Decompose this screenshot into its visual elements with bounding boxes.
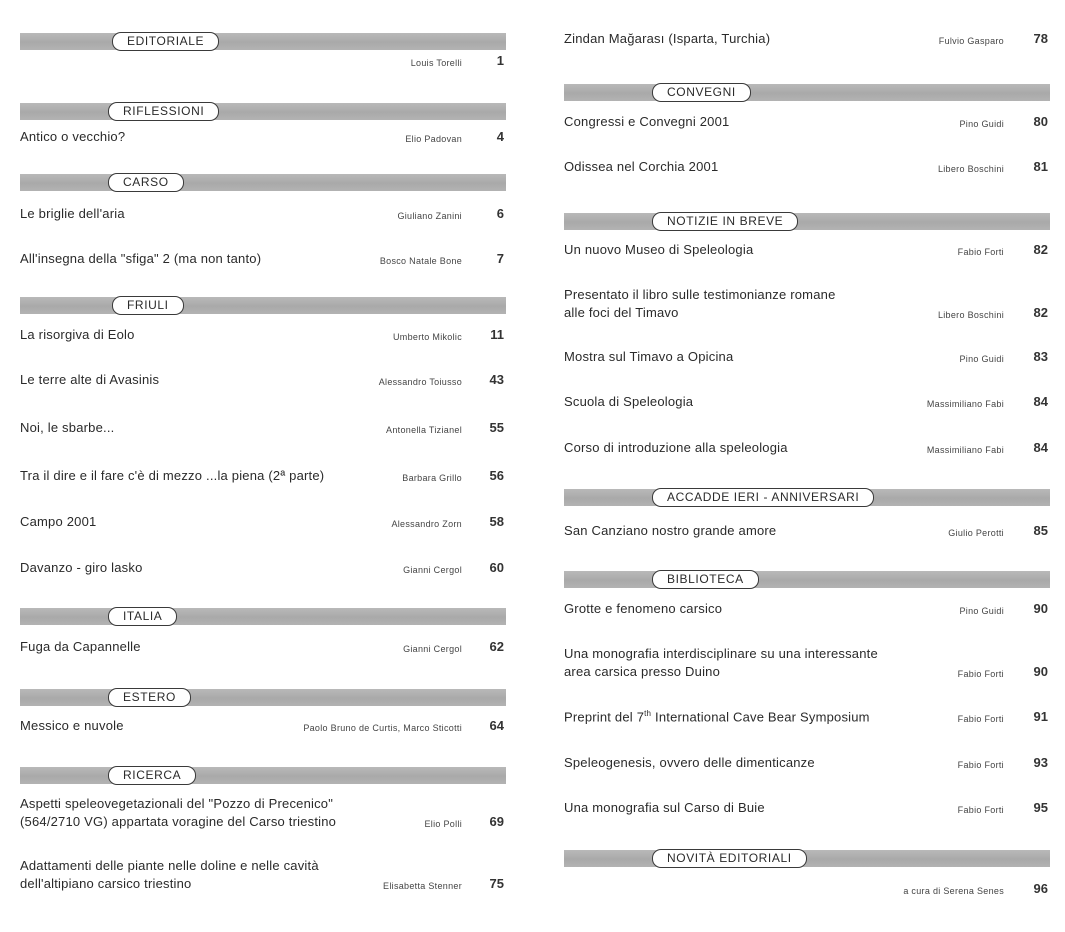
entry-author: Giuliano Zanini — [397, 211, 462, 221]
entry-title: Antico o vecchio? — [20, 129, 126, 144]
section-heading: NOVITÀ EDITORIALI — [652, 849, 807, 868]
entry-title: Le briglie dell'aria — [20, 206, 125, 221]
entry-author: Pino Guidi — [959, 354, 1004, 364]
entry-title: Aspetti speleovegetazionali del "Pozzo di Precenico" (564/2710 VG) appartata voragine del Carso triestino — [20, 796, 337, 829]
toc-entry — [20, 34, 506, 70]
entry-title: Congressi e Convegni 2001 — [564, 114, 730, 129]
toc-entry — [20, 541, 506, 577]
entry-page-number: 62 — [489, 639, 504, 654]
entry-author: Antonella Tizianel — [386, 425, 462, 435]
entry-title: Noi, le sbarbe... — [20, 420, 115, 435]
entry-title: Speleogenesis, ovvero delle dimenticanze — [564, 755, 815, 770]
entry-title: Zindan Mağarası (Isparta, Turchia) — [564, 31, 771, 46]
entry-title: Scuola di Speleologia — [564, 394, 694, 409]
entry-author: Fulvio Gasparo — [938, 36, 1004, 46]
section-heading: ITALIA — [108, 607, 177, 626]
toc-entry — [564, 12, 1050, 48]
entry-title: Le terre alte di Avasinis — [20, 372, 160, 387]
toc-entry — [20, 449, 506, 485]
toc-entry — [20, 857, 506, 893]
entry-title: La risorgiva di Eolo — [20, 327, 135, 342]
entry-page-number: 85 — [1033, 523, 1048, 538]
entry-author: Pino Guidi — [959, 119, 1004, 129]
entry-page-number: 84 — [1033, 440, 1048, 455]
entry-title: Un nuovo Museo di Speleologia — [564, 242, 754, 257]
entry-page-number: 83 — [1033, 349, 1048, 364]
toc-entry — [20, 495, 506, 531]
entry-page-number: 78 — [1033, 31, 1048, 46]
section-heading: NOTIZIE IN BREVE — [652, 212, 798, 231]
entry-author: Fabio Forti — [957, 669, 1004, 679]
entry-title: Odissea nel Corchia 2001 — [564, 159, 719, 174]
toc-entry — [564, 375, 1050, 411]
entry-title: Campo 2001 — [20, 514, 97, 529]
entry-author: Elio Padovan — [405, 134, 462, 144]
toc-entry — [20, 110, 506, 146]
toc-entry — [564, 95, 1050, 131]
entry-title: Una monografia sul Carso di Buie — [564, 800, 765, 815]
entry-page-number: 1 — [496, 53, 504, 68]
entry-author: Libero Boschini — [937, 164, 1004, 174]
section-heading: RICERCA — [108, 766, 196, 785]
entry-page-number: 82 — [1033, 305, 1048, 320]
section-heading: CARSO — [108, 173, 184, 192]
entry-title: Davanzo - giro lasko — [20, 560, 143, 575]
entry-author: Elio Polli — [424, 819, 462, 829]
entry-title: Fuga da Capannelle — [20, 639, 141, 654]
toc-entry — [564, 690, 1050, 726]
entry-title: Mostra sul Timavo a Opicina — [564, 349, 734, 364]
entry-page-number: 90 — [1033, 664, 1048, 679]
entry-title: All'insegna della "sfiga" 2 (ma non tanto) — [20, 251, 262, 266]
entry-title: Tra il dire e il fare c'è di mezzo ...la piena (2ª parte) — [20, 468, 325, 483]
entry-author: Alessandro Zorn — [391, 519, 462, 529]
entry-title: Grotte e fenomeno carsico — [564, 601, 723, 616]
toc-entry — [564, 286, 1050, 322]
entry-title: Preprint del 7th International Cave Bear Symposium — [564, 708, 870, 724]
entry-page-number: 95 — [1033, 800, 1048, 815]
entry-page-number: 81 — [1033, 159, 1048, 174]
section-heading: ACCADDE IERI - ANNIVERSARI — [652, 488, 874, 507]
entry-author: a cura di Serena Senes — [903, 886, 1004, 896]
entry-author: Giulio Perotti — [948, 528, 1004, 538]
entry-title: Adattamenti delle piante nelle doline e nelle cavità dell'altipiano carsico triestino — [20, 858, 319, 891]
toc-entry — [20, 353, 506, 389]
toc-entry — [564, 223, 1050, 259]
entry-page-number: 60 — [489, 560, 504, 575]
entry-title: Corso di introduzione alla speleologia — [564, 440, 788, 455]
entry-page-number: 90 — [1033, 601, 1048, 616]
toc-entry — [564, 781, 1050, 817]
entry-page-number: 91 — [1033, 709, 1048, 724]
entry-page-number: 7 — [496, 251, 504, 266]
toc-entry — [20, 308, 506, 344]
entry-author: Louis Torelli — [410, 58, 462, 68]
toc-entry — [20, 187, 506, 223]
entry-title: San Canziano nostro grande amore — [564, 523, 777, 538]
entry-author: Alessandro Toiusso — [378, 377, 462, 387]
entry-author: Fabio Forti — [957, 760, 1004, 770]
entry-page-number: 55 — [489, 420, 504, 435]
entry-page-number: 58 — [489, 514, 504, 529]
entry-page-number: 84 — [1033, 394, 1048, 409]
entry-page-number: 69 — [489, 814, 504, 829]
entry-title: Presentato il libro sulle testimonianze romane alle foci del Timavo — [564, 287, 836, 320]
entry-author: Paolo Bruno de Curtis, Marco Sticotti — [303, 723, 462, 733]
entry-author: Fabio Forti — [957, 714, 1004, 724]
section-band-ricerca — [20, 767, 506, 784]
entry-author: Pino Guidi — [959, 606, 1004, 616]
toc-entry — [564, 736, 1050, 772]
entry-page-number: 11 — [490, 327, 504, 342]
entry-title: Messico e nuvole — [20, 718, 124, 733]
section-heading: ESTERO — [108, 688, 191, 707]
entry-author: Gianni Cergol — [403, 565, 462, 575]
entry-page-number: 75 — [489, 876, 504, 891]
entry-page-number: 4 — [496, 129, 504, 144]
entry-author: Libero Boschini — [937, 310, 1004, 320]
toc-entry — [564, 330, 1050, 366]
entry-author: Barbara Grillo — [402, 473, 462, 483]
toc-entry — [564, 862, 1050, 898]
entry-page-number: 6 — [496, 206, 504, 221]
toc-entry — [564, 582, 1050, 618]
entry-page-number: 96 — [1033, 881, 1048, 896]
toc-entry — [20, 620, 506, 656]
toc-entry — [20, 232, 506, 268]
toc-entry — [564, 140, 1050, 176]
section-heading: FRIULI — [112, 296, 184, 315]
entry-page-number: 80 — [1033, 114, 1048, 129]
toc-entry — [20, 699, 506, 735]
entry-title: Una monografia interdisciplinare su una interessante area carsica presso Duino — [564, 646, 878, 679]
entry-page-number: 64 — [489, 718, 504, 733]
section-heading: CONVEGNI — [652, 83, 751, 102]
entry-author: Umberto Mikolic — [392, 332, 462, 342]
entry-author: Fabio Forti — [957, 805, 1004, 815]
entry-page-number: 93 — [1033, 755, 1048, 770]
entry-page-number: 82 — [1033, 242, 1048, 257]
entry-author: Bosco Natale Bone — [379, 256, 462, 266]
toc-entry — [564, 645, 1050, 681]
section-heading: RIFLESSIONI — [108, 102, 219, 121]
entry-author: Fabio Forti — [957, 247, 1004, 257]
toc-entry — [564, 504, 1050, 540]
entry-author: Elisabetta Stenner — [383, 881, 462, 891]
toc-entry — [20, 795, 506, 831]
entry-author: Gianni Cergol — [403, 644, 462, 654]
section-heading: EDITORIALE — [112, 32, 219, 51]
toc-entry — [20, 401, 506, 437]
section-heading: BIBLIOTECA — [652, 570, 759, 589]
toc-entry — [564, 421, 1050, 457]
entry-author: Massimiliano Fabi — [926, 399, 1004, 409]
entry-author: Massimiliano Fabi — [926, 445, 1004, 455]
entry-page-number: 56 — [489, 468, 504, 483]
entry-page-number: 43 — [489, 372, 504, 387]
